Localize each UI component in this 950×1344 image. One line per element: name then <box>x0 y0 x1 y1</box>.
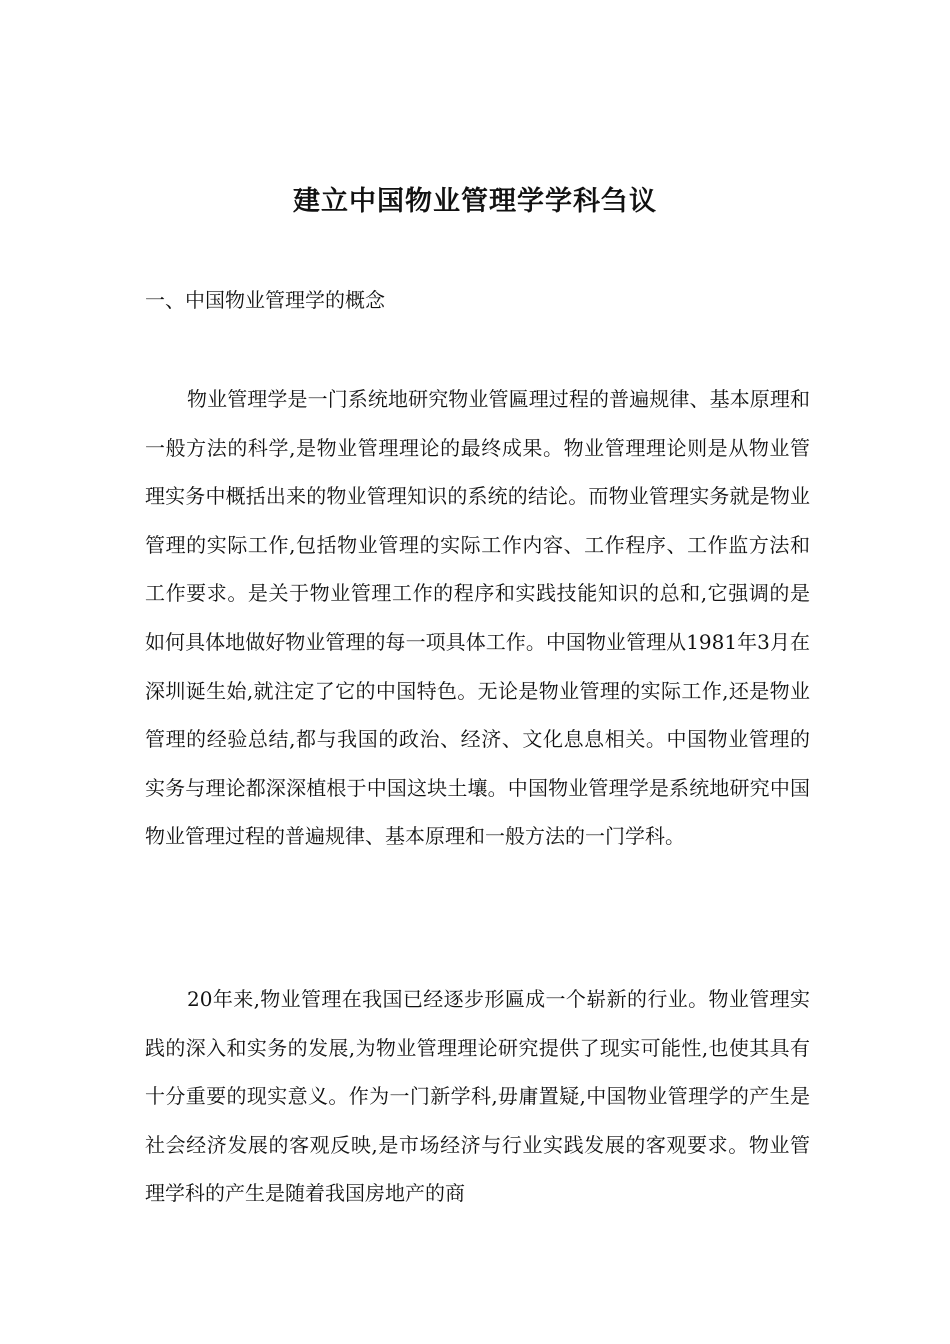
document-title: 建立中国物业管理学学科刍议 <box>293 186 657 217</box>
body-paragraph: 20年来,物业管理在我国已经逐步形匾成一个崭新的行业。物业管理实践的深入和实务的发展,为物业管理理论研究提供了现实可能性,也使其具有十分重要的现实意义。作为一门新学科,毋庸置疑,中国物业管理学的产生是社会经济发展的客观反映,是市场经济与行业实践发展的客观要求。物业管理学科的产生是随着我国房地产的商 <box>145 987 810 1206</box>
section-heading: 一、中国物业管理学的概念 <box>145 288 385 312</box>
body-paragraph: 物业管理学是一门系统地研究物业管匾理过程的普遍规律、基本原理和一般方法的科学,是物业管理理论的最终成果。物业管理理论则是从物业管理实务中概括出来的物业管理知识的系统的结论。而物业管理实务就是物业管理的实际工作,包括物业管理的实际工作内容、工作程序、工作监方法和工作要求。是关于物业管理工作的程序和实践技能知识的总和,它强调的是如何具体地做好物业管理的每一项具体工作。中国物业管理从1981年3月在深圳诞生始,就注定了它的中国特色。无论是物业管理的实际工作,还是物业管理的经验总结,都与我国的政治、经济、文化息息相关。中国物业管理的实务与理论都深深植根于中国这块土壤。中国物业管理学是系统地研究中国物业管理过程的普遍规律、基本原理和一般方法的一门学科。 <box>145 387 810 849</box>
